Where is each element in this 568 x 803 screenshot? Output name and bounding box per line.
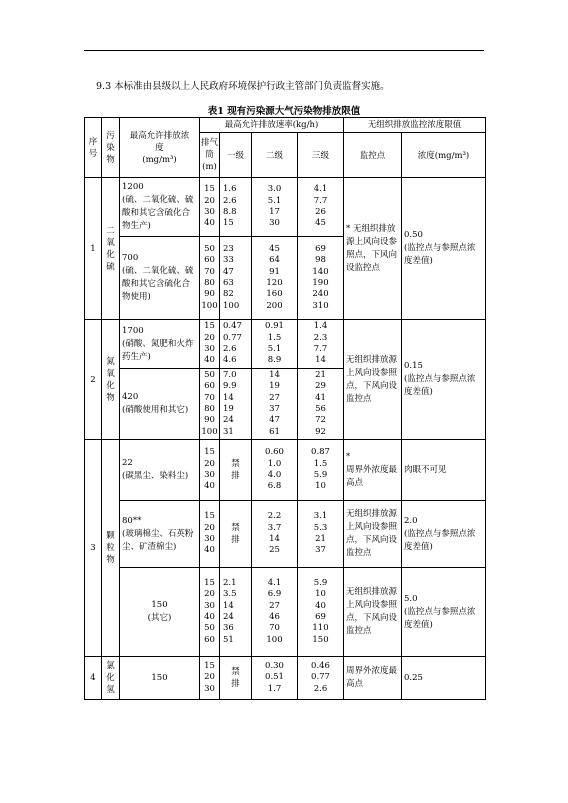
monitor-point-cell: 无组织排放源上风向设参照点，下风向设监控点	[344, 320, 402, 440]
pollutant-name: 氮 氧 化 物	[102, 320, 120, 440]
grade-3-cell: 4.1 7.7 26 45	[298, 178, 344, 237]
grade-1-cell: 2.1 3.5 14 24 36 51	[220, 568, 252, 657]
table-row	[85, 440, 486, 501]
grade-2-cell: 4.1 6.9 27 46 70 100	[252, 568, 298, 657]
grade-3-cell: 5.9 10 40 69 110 150	[298, 568, 344, 657]
max-conc-cell: 1700 (硝酸、氮肥和火炸药生产)	[120, 320, 200, 369]
grade-1-cell: 1.6 2.6 8.8 15	[220, 178, 252, 237]
grade-3-cell: 69 98 140 190 240 310	[298, 237, 344, 320]
table-row	[85, 657, 486, 700]
grade-1-cell: 23 33 47 63 82 100	[220, 237, 252, 320]
seq-cell: 2	[85, 320, 102, 440]
grade-2-cell: 2.2 3.7 14 25	[252, 501, 298, 568]
pollutant-name: 二 氧 化 硫	[102, 178, 120, 320]
monitor-point-cell: 无组织排放源上风向设参照点，下风向设监控点	[344, 568, 402, 657]
grade-2-cell: 0.91 1.5 5.1 8.9	[252, 320, 298, 369]
header-pollutant: 污 染 物	[102, 118, 120, 178]
grade-3-cell: 0.46 0.77 2.6	[298, 657, 344, 700]
grade-3-cell: 21 29 41 56 72 92	[298, 369, 344, 440]
limit-cell: 0.15 (监控点与参照点浓度差值)	[402, 320, 486, 440]
limit-cell: 0.25	[402, 657, 486, 700]
pollutant-name: 颗 粒 物	[102, 440, 120, 657]
monitor-point-cell: 无组织排放源上风向设参照点，下风向设监控点	[344, 501, 402, 568]
max-conc-cell: 22 (碳黑尘、染料尘)	[120, 440, 200, 501]
monitor-point-cell: * 周界外浓度最高点	[344, 440, 402, 501]
header-grade-3: 三级	[298, 133, 344, 178]
limit-cell: 2.0 (监控点与参照点浓度差值)	[402, 501, 486, 568]
stack-height-cell: 15 20 30	[200, 657, 220, 700]
grade-2-cell: 14 19 27 37 47 61	[252, 369, 298, 440]
stack-height-cell: 15 20 30 40	[200, 320, 220, 369]
stack-height-cell: 15 20 30 40	[200, 501, 220, 568]
limit-cell: 5.0 (监控点与参照点浓度差值)	[402, 568, 486, 657]
table-row	[85, 178, 486, 237]
prohibited-cell: 禁 排	[220, 440, 252, 501]
header-rule	[84, 50, 484, 51]
grade-3-cell: 0.87 1.5 5.9 10	[298, 440, 344, 501]
stack-height-cell: 50 60 70 80 90 100	[200, 237, 220, 320]
grade-2-cell: 0.60 1.0 4.0 6.8	[252, 440, 298, 501]
grade-2-cell: 0.30 0.51 1.7	[252, 657, 298, 700]
max-conc-cell: 150 (其它)	[120, 568, 200, 657]
seq-cell: 4	[85, 657, 102, 700]
max-conc-cell: 1200 (硫、二氧化硫、硫酸和其它含硫化合物生产)	[120, 178, 200, 237]
header-stack: 排气 筒 (m)	[200, 133, 220, 178]
header-grade-1: 一级	[220, 133, 252, 178]
grade-3-cell: 1.4 2.3 7.7 14	[298, 320, 344, 369]
grade-2-cell: 45 64 91 120 160 200	[252, 237, 298, 320]
prohibited-cell: 禁 排	[220, 657, 252, 700]
grade-1-cell: 0.47 0.77 2.6 4.6	[220, 320, 252, 369]
grade-2-cell: 3.0 5.1 17 30	[252, 178, 298, 237]
stack-height-cell: 15 20 30 40	[200, 178, 220, 237]
pollutant-name: 氯 化 氢	[102, 657, 120, 700]
max-conc-cell: 700 (硫、二氧化硫、硫酸和其它含硫化合物使用)	[120, 237, 200, 320]
clause-9-3: 9.3 本标准由县级以上人民政府环境保护行政主管部门负责监督实施。	[96, 81, 390, 92]
max-conc-cell: 150	[120, 657, 200, 700]
limit-cell: 0.50 (监控点与参照点浓度差值)	[402, 178, 486, 320]
seq-cell: 1	[85, 178, 102, 320]
monitor-point-cell: * 无组织排放源上风向设参照点，下风向设监控点	[344, 178, 402, 320]
grade-3-cell: 3.1 5.3 21 37	[298, 501, 344, 568]
limit-cell: 肉眼不可见	[402, 440, 486, 501]
stack-height-cell: 15 20 30 40 50 60	[200, 568, 220, 657]
header-grade-2: 二级	[252, 133, 298, 178]
header-max-rate: 最高允许排放速率(kg/h)	[200, 118, 344, 133]
header-monitor-point: 监控点	[344, 133, 402, 178]
table-row	[85, 501, 486, 568]
max-conc-cell: 80** (玻璃棉尘、石英粉尘、矿渣棉尘)	[120, 501, 200, 568]
header-max-conc: 最高允许排放浓 度 (mg/m³)	[120, 118, 200, 178]
emission-limits-table	[84, 117, 486, 700]
seq-cell: 3	[85, 440, 102, 657]
prohibited-cell: 禁 排	[220, 501, 252, 568]
table-title: 表1 现有污染源大气污染物排放限值	[207, 106, 361, 117]
stack-height-cell: 50 60 70 80 90 100	[200, 369, 220, 440]
table-row	[85, 568, 486, 657]
header-unorganized: 无组织排放监控浓度限值	[344, 118, 486, 133]
stack-height-cell: 15 20 30 40	[200, 440, 220, 501]
grade-1-cell: 7.0 9.9 14 19 24 31	[220, 369, 252, 440]
monitor-point-cell: 周界外浓度最高点	[344, 657, 402, 700]
header-concentration: 浓度(mg/m³)	[402, 133, 486, 178]
max-conc-cell: 420 (硝酸使用和其它)	[120, 369, 200, 440]
header-row-1	[85, 118, 486, 133]
header-seq: 序 号	[85, 118, 102, 178]
table-row	[85, 320, 486, 369]
